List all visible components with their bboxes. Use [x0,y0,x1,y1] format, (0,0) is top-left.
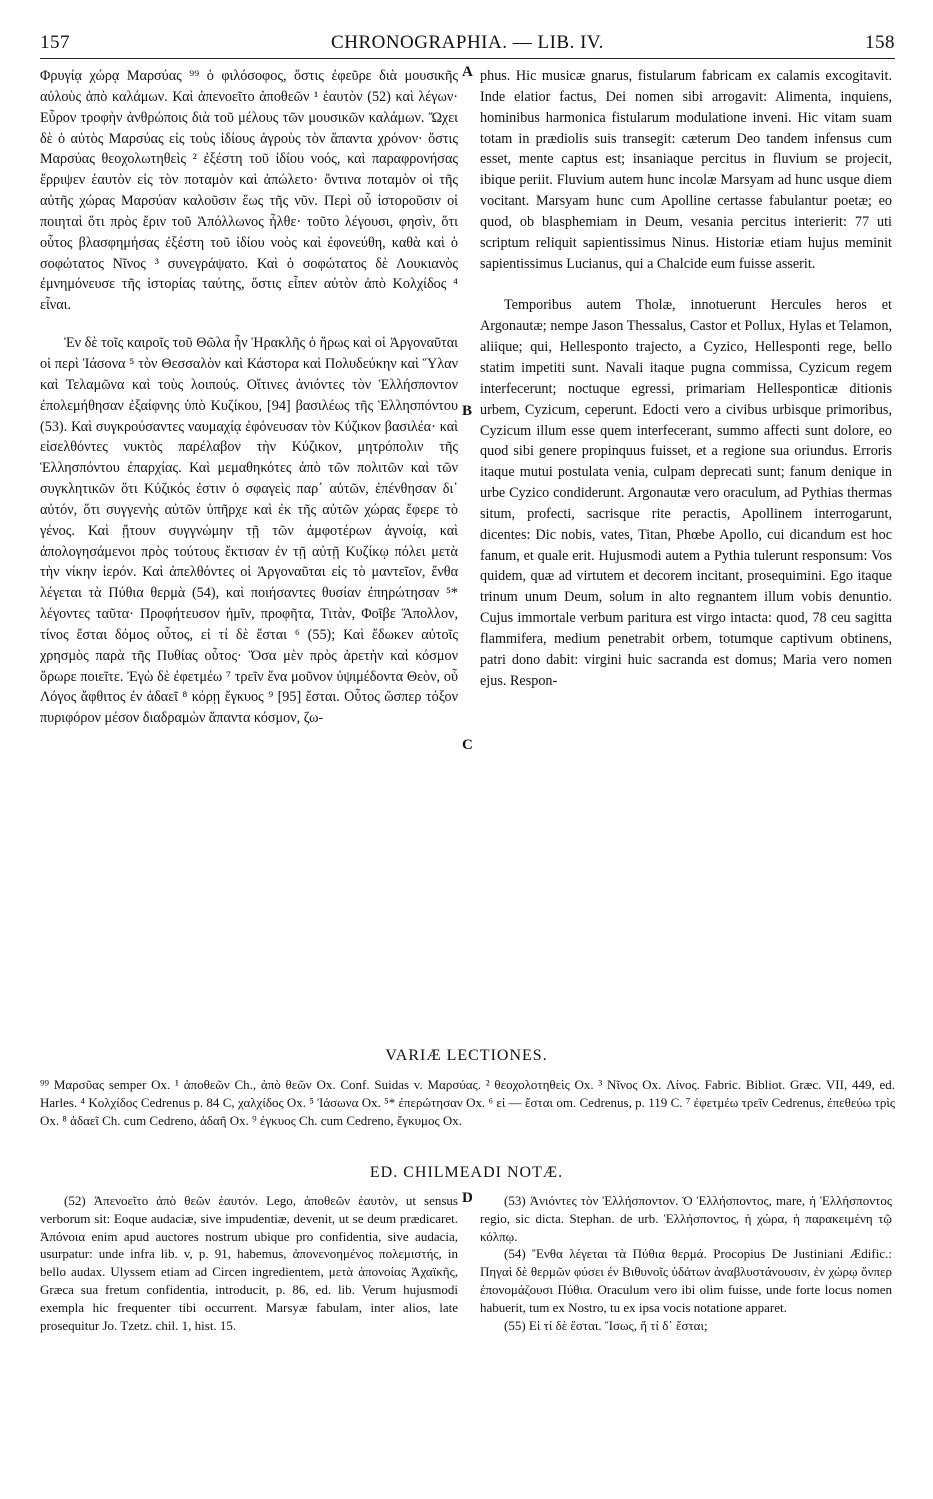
margin-letter-b: B [462,403,473,419]
note-53: (53) Ἀνιόντες τὸν Ἑλλήσποντον. Ὁ Ἑλλήσποντος, mare, ἡ Ἑλλήσποντος regio, sic dicta. Stephan. de urb. Ἑλλήσποντος, ἡ χώρα, ἡ παρακειμένη τῷ κόλπῳ. [480,1193,892,1244]
latin-paragraph-2: Temporibus autem Tholæ, innotuerunt Hercules heros et Argonautæ; nempe Jason Thessalus, Castor et Pollux, Hylas et Telamon, aliique; qui, Hellesponto trajecto, a Cyzico, Hellesponti rege, bello statim impetiti sunt. Navali itaque pugna commissa, Cyzicum regem interfecerunt; noctuque egressi, primariam Hellesponticæ ditionis urbem, Cyzicum, ceperunt. Edocti vero a civibus urbisque primoribus, Cyzicum illum esse quem interfecerant, summo affecti sunt dolore, eo quod sibi genere propinquus fuisset, et a regione sua oriundus. Erroris itaque mutui postulata venia, culpam deprecati sunt; fanum denique in urbe Cyzico condiderunt. Argonautæ vero oraculum, ad Pythias thermas situm, profecti, sacrisque rite peractis, Apollinem interrogarunt, dicentes: Dic nobis, vates, Titan, Phœbe Apollo, cui dicandum est hoc fanum, et quale erit. Hujusmodi autem a Pythia tulerunt responsum: Vos quidem, quæ ad virtutem et decorem incitant, prosequimini. Ego itaque trinum unum Deum, solum in alto regnantem illum vobis denuntio. Cujus immortale verbum paritura est virgo intacta: quod, 78 ceu sagitta flammifera, medium penetrabit orbem, totumque captivum obtinens, patri dono dabit: virgini huic sacranda est domus; Maria vero nomen ejus. Respon- [480,297,892,689]
margin-letter-c: C [462,737,473,753]
greek-paragraph-2: Ἐν δὲ τοῖς καιροῖς τοῦ Θῶλα ἦν Ἡρακλῆς ὁ ἥρως καὶ οἱ Ἀργοναῦται οἱ περὶ Ἰάσονα ⁵ τὸν Θεσσαλὸν καὶ Κάστορα καὶ Πολυδεύκην καὶ Ὕλαν καὶ Τελαμῶνα καὶ τοὺς λοιπούς. Οἵτινες ἀνιόντες τὸν Ἑλλήσποντον ἐπολεμήθησαν ἐξαίφνης ὑπὸ Κυζίκου, [94] βασιλέως τῆς Ἑλλησπόντου (53). Καὶ συγκρούσαντες ναυμαχίᾳ ἐφόνευσαν τὸν Κύζικον βασιλέα· καὶ εἰσελθόντες νυκτὸς παρέλαβον τὴν Κύζικον, μητρόπολιν τῆς Ἑλλησπόντου ἐπαρχίας. Καὶ μεμαθηκότες ἀπὸ τῶν πολιτῶν καὶ τῶν συγκλητικῶν ὅτι Κύζικός ἐστιν ὁ σφαγεὶς παρ᾽ αὐτῶν, ἐπένθησαν δι᾽ αὐτόν, ὅτι συγγενὴς αὐτῶν ὑπῆρχε καὶ ἐκ τῆς αὐτῶν χώρας ἔφερε τὸ γένος. Καὶ ᾔτουν συγγνώμην τῇ τῶν ἀμφοτέρων ἀγνοίᾳ, καὶ ἀπολογησάμενοι πρὸς τούτους ἔκτισαν ἐν τῇ αὐτῇ Κυζίκῳ πόλει μετὰ τὴν νίκην ἱερόν. Καὶ ἀπελθόντες οἱ Ἀργοναῦται εἰς τὸ μαντεῖον, ἔνθα λέγεται τὰ Πύθια θερμὰ (54), καὶ ποιήσαντες θυσίαν ἐπηρώτησαν ⁵* λέγοντες ταῦτα· Προφήτευσον ἡμῖν, προφῆτα, Τιτὰν, Φοῖβε Ἄπολλον, τίνος ἔσται δόμος οὗτος, εἰ τί δὲ ἔσται ⁶ (55); Καὶ ἔδωκεν αὐτοῖς χρησμὸς παρὰ τῆς Πυθίας οὗτος· Ὅσα μὲν πρὸς ἀρετὴν καὶ κόσμον ὅρωρε ποιεῖτε. Ἐγὼ δὲ ἐφετμέω ⁷ τρεῖν ἕνα μοῦνον ὑψιμέδοντα Θεὸν, οὗ Λόγος ἄφθιτος ἐν ἀδαεῖ ⁸ κόρῃ ἔγκυος ⁹ [95] ἔσται. Οὗτος ὥσπερ τόξον πυριφόρον μέσον διαδραμὼν ἅπαντα κόσμον, ζω- [40,335,458,727]
greek-paragraph-1: Φρυγίᾳ χώρᾳ Μαρσύας ⁹⁹ ὁ φιλόσοφος, ὅστις ἐφεῦρε διὰ μουσικῆς αὐλοὺς ἀπὸ καλάμων. Καὶ ἀπενοεῖτο ἀποθεῶν ¹ ἑαυτὸν (52) καὶ λέγων· Εὗρον τροφὴν ἀνθρώποις διὰ τοῦ μέλους τῶν μουσικῶν καλάμων. Ὤχει δὲ ὁ αὐτὸς Μαρσύας εἰς τοὺς ἰδίους ἀγροὺς τὸν ἅπαντα χρόνον· ὅστις Μαρσύας θεοχολωτηθεὶς ² ἐξέστη τοῦ ἰδίου νοός, καὶ παραφρονήσας ἔρριψεν ἑαυτὸν εἰς τὸν ποταμὸν καὶ ἀπώλετο· ὄντινα ποταμὸν οἱ τῆς αὐτῆς χώρας Μαρσύαν καλοῦσιν ἕως τῆς νῦν. Περὶ οὗ ἱστοροῦσιν οἱ ποιηταὶ ὅτι πρὸς ἔριν τοῦ Ἀπόλλωνος ἦλθε· τοῦτο λέγουσι, φησὶν, ὅτι οὗτος βλασφημήσας ἐξέστη τοῦ ἰδίου νοὸς καὶ ἐφονεύθη, καθὰ καὶ ὁ σοφώτατος Νῖνος ³ συνεγράψατο. Καὶ ὁ σοφώτατος δὲ Λουκιανὸς ἐμνημόνευσε τῆς ἱστορίας ταύτης, ὅστις εἶπεν αὐτὸν ἀπὸ Κολχίδος ⁴ εἶναι. [40,68,458,314]
variae-text: ⁹⁹ Μαρσῦας semper Ox. ¹ ἀποθεῶν Ch., ἀπὸ θεῶν Ox. Conf. Suidas v. Μαρσύας. ² θεοχολοτηθεὶς Ox. ³ Νῖνος Ox. Λίνος. Fabric. Bibliot. Græc. VII, 449, ed. Harles. ⁴ Κολχίδος Cedrenus p. 84 C, χαλχίδος Ox. ⁵ Ἰάσωνα Ox. ⁵* ἐπερώτησαν Ox. ⁶ εἰ — ἔσται om. Cedrenus, p. 119 C. ⁷ ἐφετμέω τρεῖν Cedrenus, ἐπεθεύω τρὶς Ox. ⁸ ἀδαεῖ Ch. cum Cedreno, ἀδαῆ Ox. ⁹ ἐγκυος Ch. cum Cedreno, ἔγκυμος Ox. [40,1077,895,1128]
notes-right-column [480,1192,892,1334]
note-54: (54) Ἔνθα λέγεται τὰ Πύθια θερμά. Procopius De Justiniani Ædific.: Πηγαὶ δὲ θερμῶν φύσει ἐν Βιθυνοῖς ὑδάτων ἀναβλυστάνουσιν, ἐν χώρῳ ὅνπερ ἐπονομάζουσι Πύθια. Oraculum vero ibi olim fuisse, unde forte locus nomen habuerit, tum ex Nostro, tu ex ipsa vocis notatione apparet. [480,1246,892,1315]
margin-letter-d: D [462,1190,473,1206]
running-header [40,22,895,59]
latin-paragraph-1: phus. Hic musicæ gnarus, fistularum fabricam ex calamis excogitavit. Inde elatior factus, Dei nomen sibi arrogavit: Alimenta, inquiens, hominibus harmonica fistularum modulatione inveni. Hic vitam suam totam in prædiolis suis transegit: cæterum Deo tandem infensus cum esset, mente captus est; insaniaque percitus in fluvium se projecit, ibique periit. Fluvium autem hunc incolæ Marsyam ad hunc usque diem vocitant. Marsyam hunc cum Apolline certasse fabulantur poetæ; eo quod, ob blasphemiam in Deum, vesania percitus interierit: 77 uti scriptum reliquit sapientissimus Ninus. Historiæ etiam hujus meminit sapientissimus Lucianus, qui a Chalcide eum fuisse asserit. [480,68,892,272]
page-number-right: 158 [864,32,895,53]
variae-lectiones [40,1076,895,1130]
variae-lectiones-title: VARIÆ LECTIONES. [385,1047,548,1064]
latin-column [480,66,892,691]
running-title: CHRONOGRAPHIA. — LIB. IV. [331,32,604,53]
notes-left-column [40,1192,458,1334]
page-number-left: 157 [40,32,70,53]
notes-title: ED. CHILMEADI NOTÆ. [369,1164,564,1181]
greek-column [40,66,458,729]
note-55: (55) Εἰ τί δὲ ἔσται. Ἴσως, ἤ τί δ᾽ ἔσται; [504,1317,708,1333]
note-52: (52) Ἀπενοεῖτο ἀπὸ θεῶν ἑαυτόν. Lego, ἀποθεῶν ἑαυτὸν, ut sensus verborum sit: Eoque audaciæ, sive impudentiæ, devenit, ut se deum prædicaret. Ἀπόνοια enim apud auctores nostrum ubique pro confidentia, sive audacia, usurpatur: unde infra lib. v, p. 91, habemus, ἀπονενοημένος πολεμιστής, in bello audax. Ulyssem etiam ad Circen ingredientem, μετὰ ἀπονοίας Ἀχαϊκῆς, Græca sua fretum confidentia, introducit, p. 86, ed. lib. Verum hujusmodi exempla hic frequenter tibi occurrent. Marsyæ fabulam, inter alios, late prosequitur Jo. Tzetz. chil. 1, hist. 15. [40,1193,458,1333]
margin-letter-a: A [462,64,473,80]
